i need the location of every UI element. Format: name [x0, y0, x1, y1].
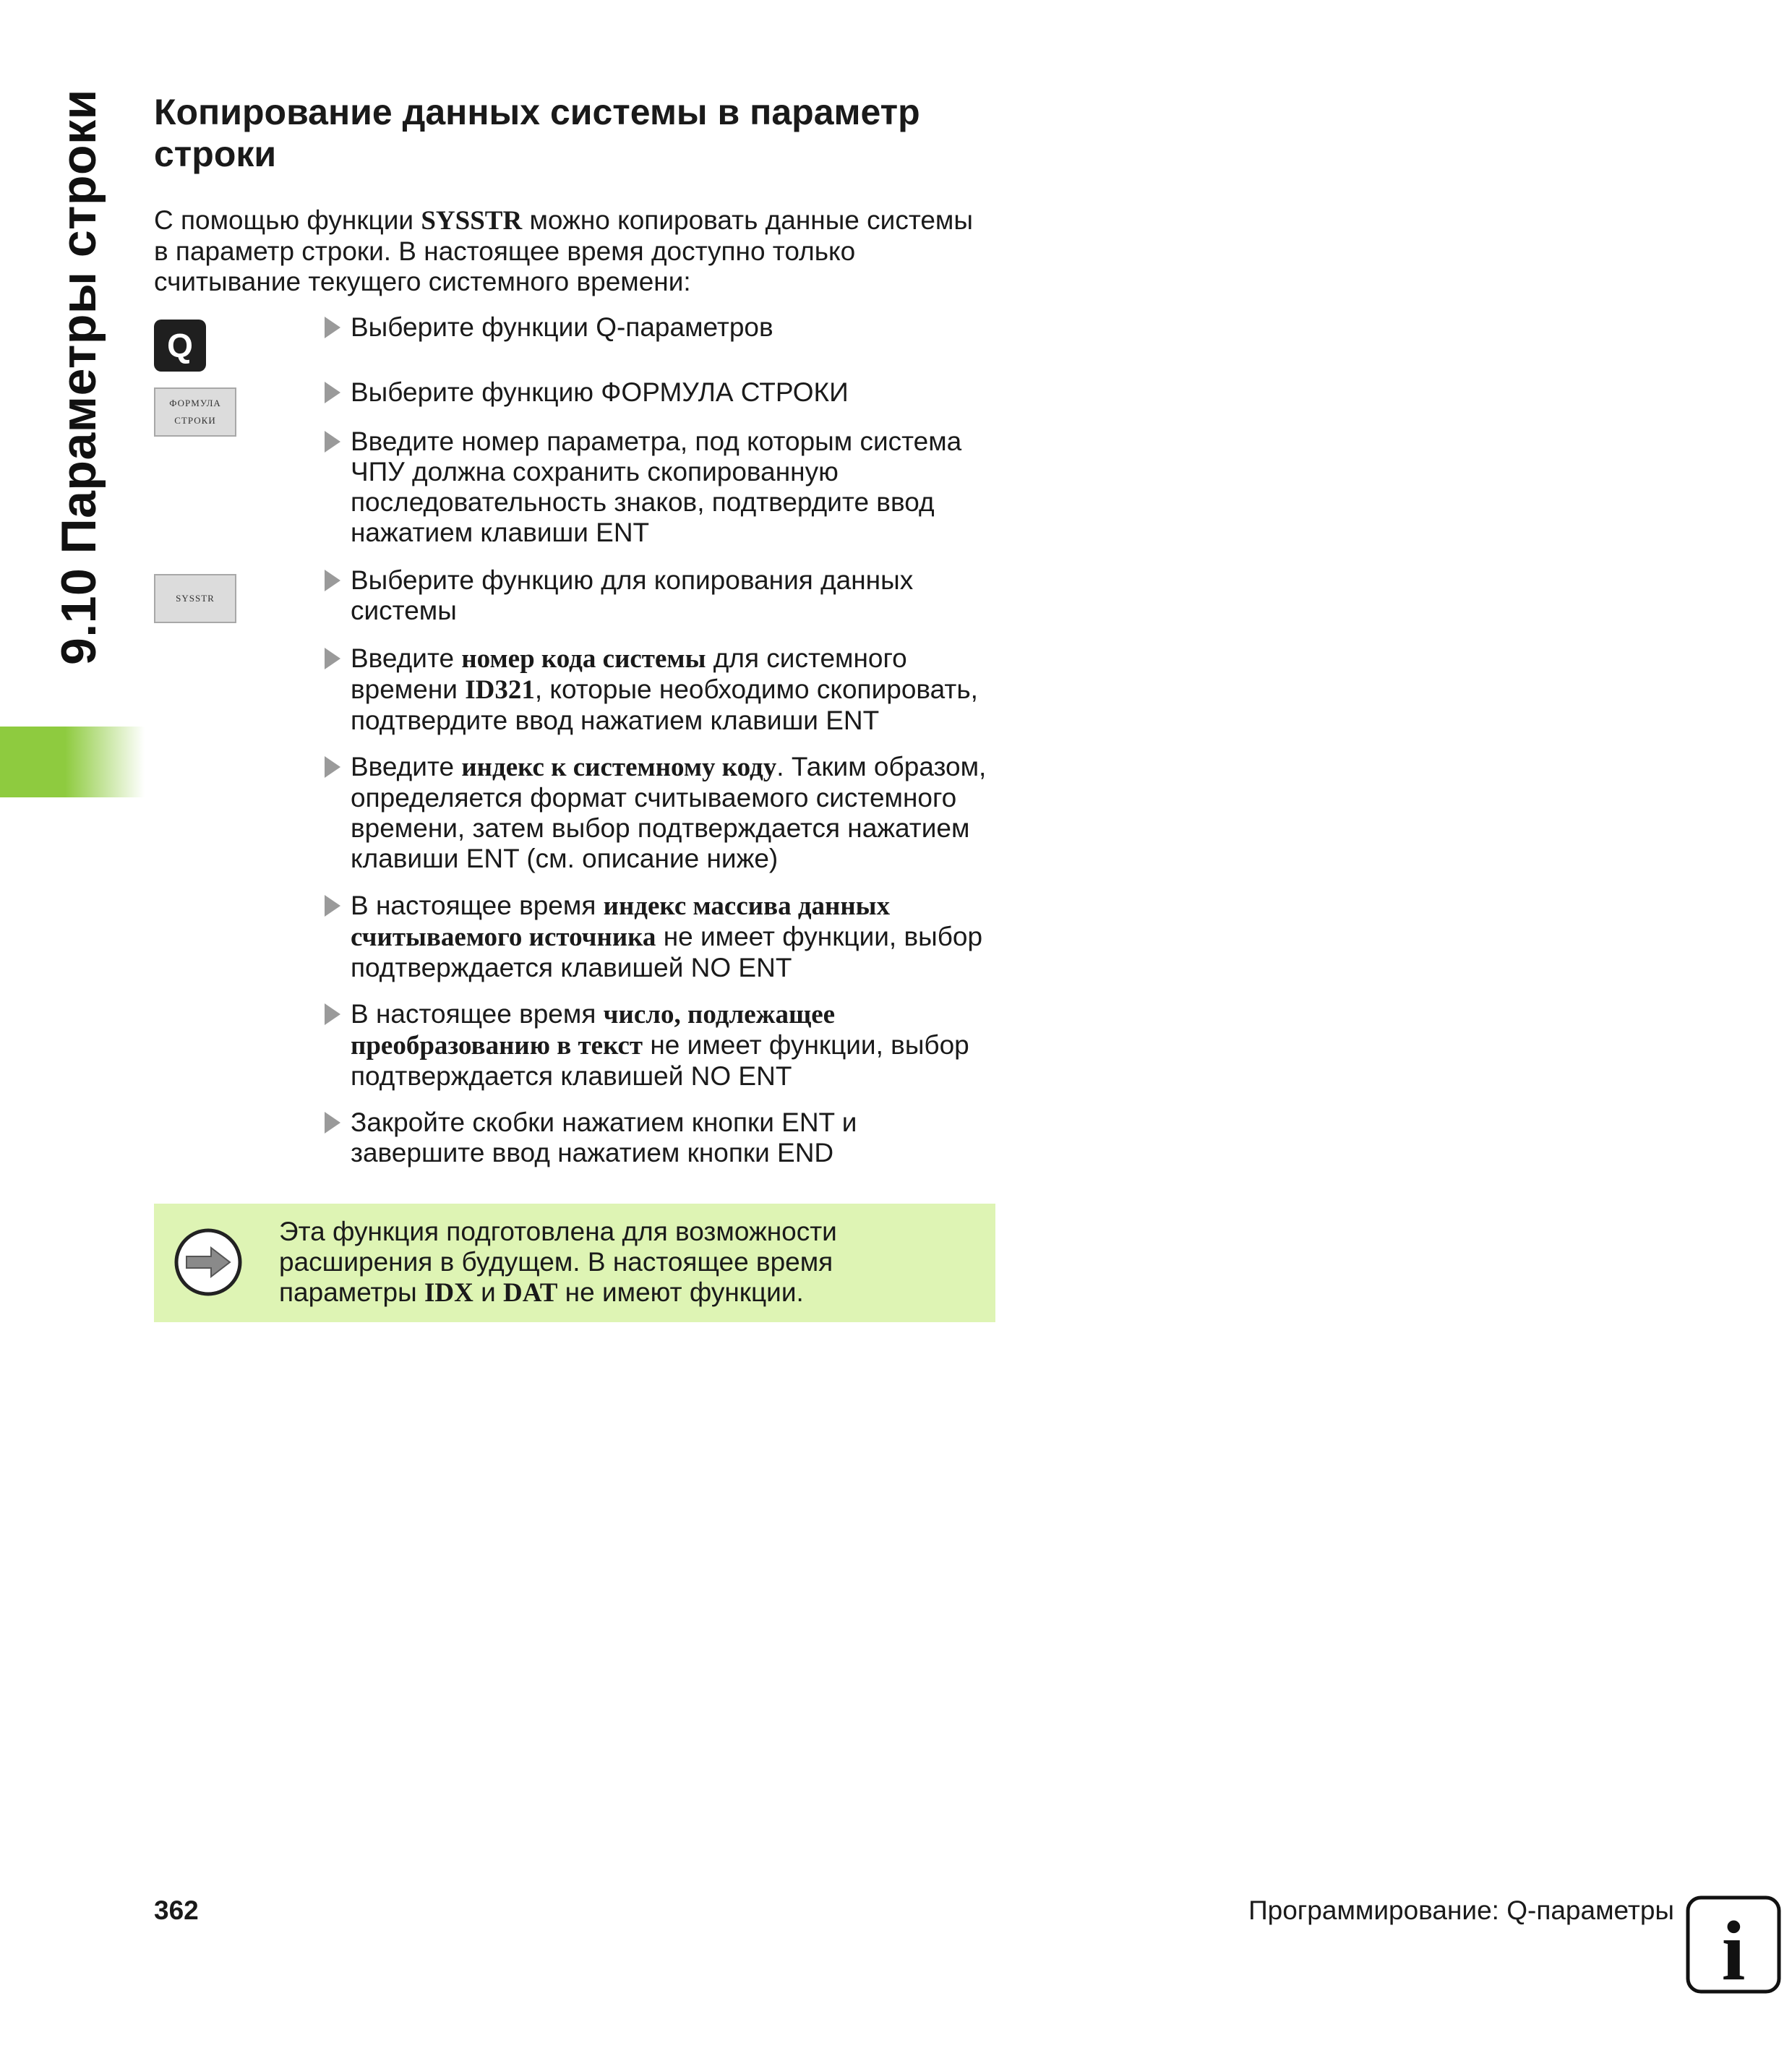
step-item: [322, 643, 1001, 736]
step-text: системы: [351, 596, 457, 625]
intro-post: можно копировать данные системы: [522, 205, 973, 235]
step-text: для системного: [706, 643, 907, 673]
note-emphasis: DAT: [503, 1278, 558, 1308]
footer-chapter-title: Программирование: Q-параметры: [1248, 1895, 1674, 1925]
step-text: Введите номер параметра, под которым система: [351, 427, 962, 456]
section-heading: [154, 91, 1021, 175]
step-arrow-icon: [325, 1003, 340, 1025]
step-item: [322, 427, 1001, 548]
arrow-right-note-icon: [173, 1227, 243, 1297]
step-text: последовательность знаков, подтвердите ввод: [351, 487, 935, 517]
step-item: [322, 891, 1001, 983]
formula-softkey-icon: [154, 387, 236, 437]
step-text: определяется формат считываемого системного: [351, 783, 957, 813]
heading-line-1: Копирование данных системы в параметр: [154, 92, 920, 132]
intro-paragraph: [154, 205, 1007, 297]
page-number: 362: [154, 1895, 199, 1925]
step-arrow-icon: [325, 1112, 340, 1134]
step-item: [322, 377, 1001, 408]
step-text: не имеет функции, выбор: [656, 922, 983, 951]
note-emphasis: IDX: [424, 1278, 473, 1308]
formula-softkey-line-2: СТРОКИ: [174, 415, 216, 426]
step-text: . Таким образом,: [776, 752, 987, 781]
step-item: [322, 312, 1001, 343]
step-text: клавиши ENT (см. описание ниже): [351, 844, 779, 873]
step-text: Закройте скобки нажатием кнопки ENT и: [351, 1107, 857, 1137]
intro-line-3: считывание текущего системного времени:: [154, 267, 691, 296]
step-text: Введите: [351, 752, 462, 781]
step-text: подтвердите ввод нажатием клавиши ENT: [351, 706, 880, 735]
step-text: Выберите функцию ФОРМУЛА СТРОКИ: [351, 377, 849, 407]
info-icon: [1686, 1895, 1781, 1994]
intro-function-name: SYSSTR: [421, 206, 523, 236]
note-line: и: [473, 1277, 504, 1307]
step-text: Выберите функции Q-параметров: [351, 312, 773, 342]
info-letter: i: [1721, 1903, 1746, 1994]
step-arrow-icon: [325, 648, 340, 669]
step-text: подтверждается клавишей NO ENT: [351, 1061, 792, 1091]
step-emphasis: считываемого источника: [351, 922, 656, 952]
step-arrow-icon: [325, 382, 340, 403]
step-arrow-icon: [325, 431, 340, 453]
step-text: В настоящее время: [351, 999, 604, 1029]
step-item: [322, 752, 1001, 874]
intro-line-2: в параметр строки. В настоящее время доступно только: [154, 236, 856, 266]
chapter-side-title: 9.10 Параметры строки: [51, 89, 106, 665]
step-item: [322, 999, 1001, 1092]
step-text: подтверждается клавишей NO ENT: [351, 953, 792, 982]
q-key-icon: Q: [154, 320, 206, 372]
heading-line-2: строки: [154, 134, 277, 174]
step-text: нажатием клавиши ENT: [351, 518, 650, 547]
sysstr-softkey-icon: SYSSTR: [154, 574, 236, 623]
step-emphasis: ID321: [465, 675, 535, 705]
chapter-tab-marker: [0, 727, 145, 797]
step-emphasis: номер кода системы: [461, 644, 706, 674]
note-line: расширения в будущем. В настоящее время: [279, 1247, 833, 1277]
step-text: Введите: [351, 643, 462, 673]
step-emphasis: преобразованию в текст: [351, 1031, 643, 1061]
step-emphasis: индекс к системному коду: [461, 753, 777, 782]
step-item: [322, 1107, 1001, 1168]
step-text: завершите ввод нажатием кнопки END: [351, 1138, 834, 1167]
note-line: не имеют функции.: [557, 1277, 804, 1307]
step-text: , которые необходимо скопировать,: [534, 674, 978, 704]
note-line: Эта функция подготовлена для возможности: [279, 1217, 837, 1246]
step-text: В настоящее время: [351, 891, 604, 920]
step-emphasis: индекс массива данных: [603, 891, 891, 921]
step-item: [322, 565, 1001, 626]
intro-pre: С помощью функции: [154, 205, 421, 235]
step-text: не имеет функции, выбор: [643, 1030, 969, 1060]
step-text: времени: [351, 674, 466, 704]
step-text: времени, затем выбор подтверждается нажатием: [351, 813, 970, 843]
step-text: ЧПУ должна сохранить скопированную: [351, 457, 839, 487]
step-arrow-icon: [325, 895, 340, 917]
step-text: Выберите функцию для копирования данных: [351, 565, 914, 595]
step-arrow-icon: [325, 756, 340, 778]
note-text: [279, 1217, 973, 1308]
step-emphasis: число, подлежащее: [603, 1000, 836, 1029]
step-arrow-icon: [325, 570, 340, 591]
step-arrow-icon: [325, 317, 340, 338]
formula-softkey-line-1: ФОРМУЛА: [169, 398, 221, 408]
note-line: параметры: [279, 1277, 424, 1307]
